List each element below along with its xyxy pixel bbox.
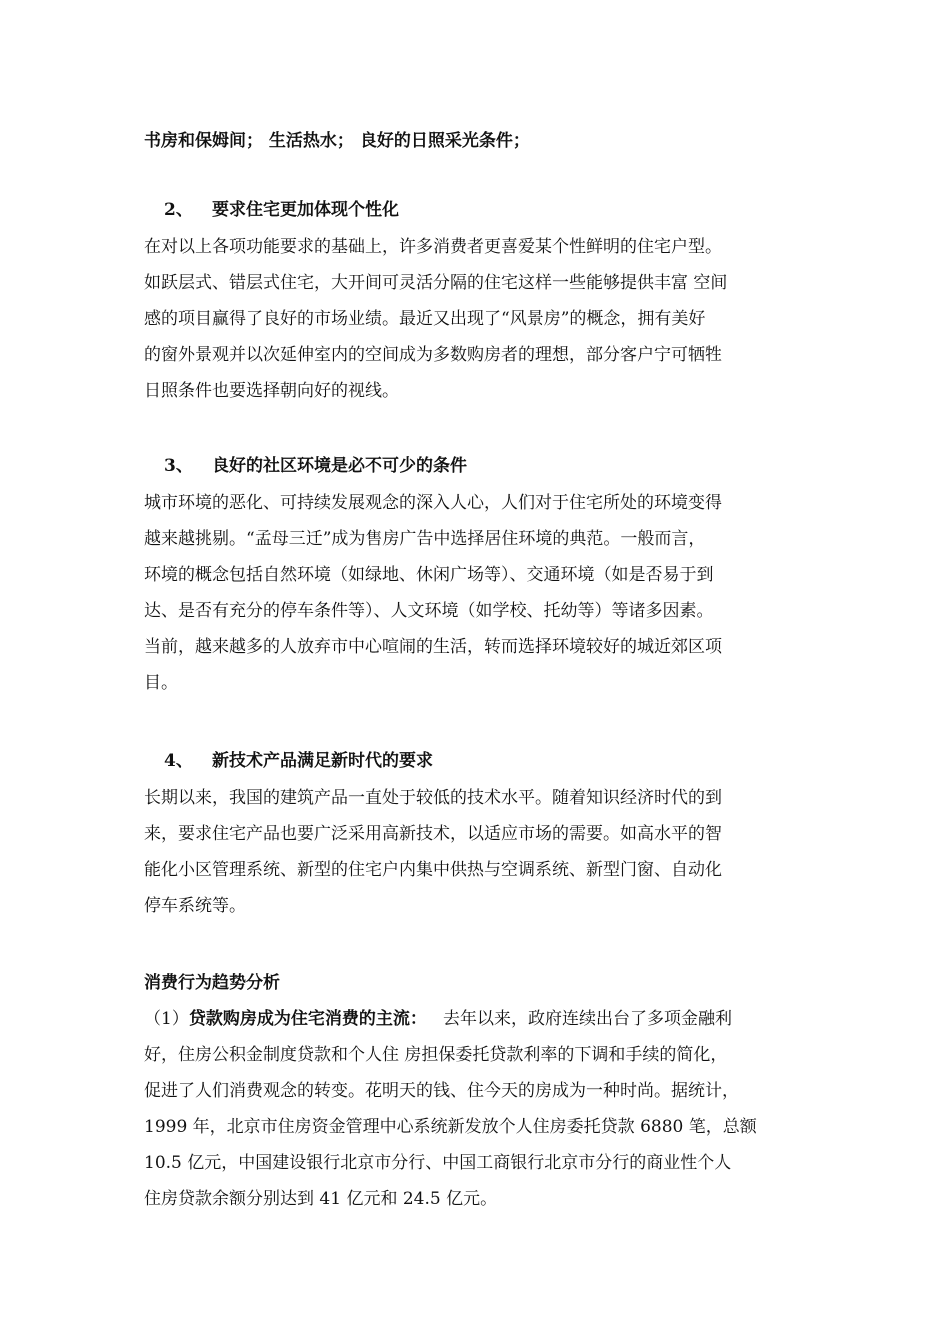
section-2-line: 日照条件也要选择朝向好的视线。 — [144, 381, 399, 401]
section-3-line: 越来越挑剔。“孟母三迁”成为售房广告中选择居住环境的典范。一般而言， — [144, 529, 706, 549]
section-2-heading — [144, 197, 399, 223]
trend-line: 1999 年，北京市住房资金管理中心系统新发放个人住房委托贷款 6880 笔，总额 — [144, 1117, 757, 1137]
section-2-line: 在对以上各项功能要求的基础上，许多消费者更喜爱某个性鲜明的住宅户型。 — [144, 237, 722, 257]
section-4-line: 停车系统等。 — [144, 896, 246, 916]
trend-item-1-label: （1） — [144, 1009, 189, 1029]
section-4-heading — [144, 748, 433, 774]
section-3-number: 3、 — [164, 456, 193, 476]
section-4-title: 新技术产品满足新时代的要求 — [212, 751, 433, 771]
section-2-line: 感的项目赢得了良好的市场业绩。最近又出现了“风景房”的概念，拥有美好 — [144, 309, 706, 329]
section-2-title: 要求住宅更加体现个性化 — [212, 200, 399, 220]
trend-line: 住房贷款余额分别达到 41 亿元和 24.5 亿元。 — [144, 1189, 498, 1209]
section-2-line: 如跃层式、错层式住宅，大开间可灵活分隔的住宅这样一些能够提供丰富 空间 — [144, 273, 728, 293]
trend-item-1-lead: 贷款购房成为住宅消费的主流： — [188, 1009, 427, 1029]
section-3-line: 当前，越来越多的人放弃市中心喧闹的生活，转而选择环境较好的城近郊区项 — [144, 637, 722, 657]
section-4-line: 能化小区管理系统、新型的住宅户内集中供热与空调系统、新型门窗、自动化 — [144, 860, 722, 880]
section-3-line: 环境的概念包括自然环境（如绿地、休闲广场等）、交通环境（如是否易于到 — [144, 565, 714, 585]
section-4-number: 4、 — [164, 751, 193, 771]
trend-item-1-text: 去年以来，政府连续出台了多项金融利 — [426, 1009, 733, 1029]
trend-heading: 消费行为趋势分析 — [144, 973, 280, 993]
section-3-line: 达、是否有充分的停车条件等）、人文环境（如学校、托幼等）等诸多因素。 — [144, 601, 714, 621]
section-3-title: 良好的社区环境是必不可少的条件 — [212, 456, 467, 476]
trend-line: 好，住房公积金制度贷款和个人住 房担保委托贷款利率的下调和手续的简化， — [144, 1045, 728, 1065]
section-4-line: 来，要求住宅产品也要广泛采用高新技术，以适应市场的需要。如高水平的智 — [144, 824, 722, 844]
section-3-line: 目。 — [144, 673, 178, 693]
section-3-line: 城市环境的恶化、可持续发展观念的深入人心，人们对于住宅所处的环境变得 — [144, 493, 722, 513]
section-4-line: 长期以来，我国的建筑产品一直处于较低的技术水平。随着知识经济时代的到 — [144, 788, 722, 808]
section-2-line: 的窗外景观并以次延伸室内的空间成为多数购房者的理想，部分客户宁可牺牲 — [144, 345, 722, 365]
section-2-number: 2、 — [164, 200, 193, 220]
trend-line: 促进了人们消费观念的转变。花明天的钱、住今天的房成为一种时尚。据统计， — [144, 1081, 739, 1101]
trend-line: 10.5 亿元，中国建设银行北京市分行、中国工商银行北京市分行的商业性个人 — [144, 1153, 732, 1173]
trend-item-1 — [144, 1006, 732, 1032]
section-3-heading — [144, 453, 467, 479]
intro-line: 书房和保姆间； 生活热水； 良好的日照采光条件； — [144, 131, 530, 151]
